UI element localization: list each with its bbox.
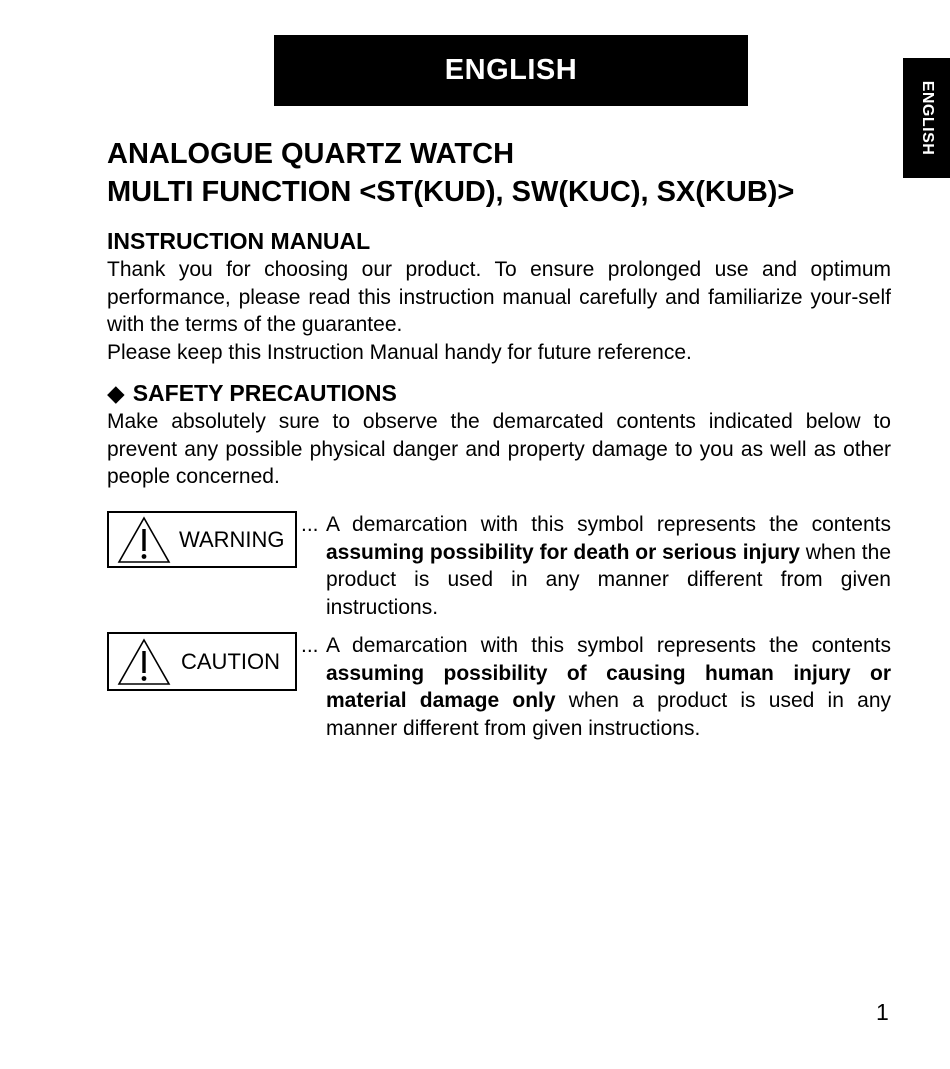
warning-label: WARNING [179,526,285,552]
warning-text-end: when the product is used in any manner different from given instructions. [326,540,891,619]
warning-description [326,511,891,621]
language-banner-text: ENGLISH [444,54,578,86]
main-content [107,135,891,491]
instruction-manual-heading: INSTRUCTION MANUAL [107,228,371,254]
caution-description [326,632,891,742]
product-title-line1: ANALOGUE QUARTZ WATCH [107,138,515,170]
instruction-paragraph: Thank you for choosing our product. To ensure prolonged use and optimum performance, please read this instruction manual carefully and familiarize your-self with the terms of the guarantee. [107,258,891,336]
caution-ellipsis: ... [301,634,319,657]
language-banner [274,35,748,106]
caution-text-end: when a product is used in any manner different from given instructions. [326,689,891,740]
caution-text-start: A demarcation with this symbol represents the contents [326,634,891,657]
warning-text-emphasis: assuming possibility for death or serious injury [326,540,800,564]
safety-paragraph: Make absolutely sure to observe the demarcated contents indicated below to prevent any possible physical danger and property damage to you as well as other people concerned. [107,410,891,488]
warning-text-start: A demarcation with this symbol represents the contents [326,513,891,536]
safety-heading-text: SAFETY PRECAUTIONS [132,380,397,406]
keep-manual-paragraph: Please keep this Instruction Manual handy for future reference. [107,340,692,364]
caution-label-box [107,632,297,691]
caution-text-emphasis: assuming possibility of causing human injury or material damage only [326,661,891,712]
page-number: 1 [876,999,889,1025]
caution-triangle-icon [117,638,171,686]
side-tab-text: ENGLISH [918,80,936,156]
caution-label: CAUTION [181,648,280,674]
language-side-tab [903,58,950,178]
warning-ellipsis: ... [301,513,319,536]
warning-label-box [107,511,297,568]
safety-precautions-heading [107,380,891,406]
warning-triangle-icon [117,516,171,564]
diamond-bullet-icon: ◆ [107,380,125,406]
product-title-line2: MULTI FUNCTION <ST(KUD), SW(KUC), SX(KUB)> [107,176,795,208]
